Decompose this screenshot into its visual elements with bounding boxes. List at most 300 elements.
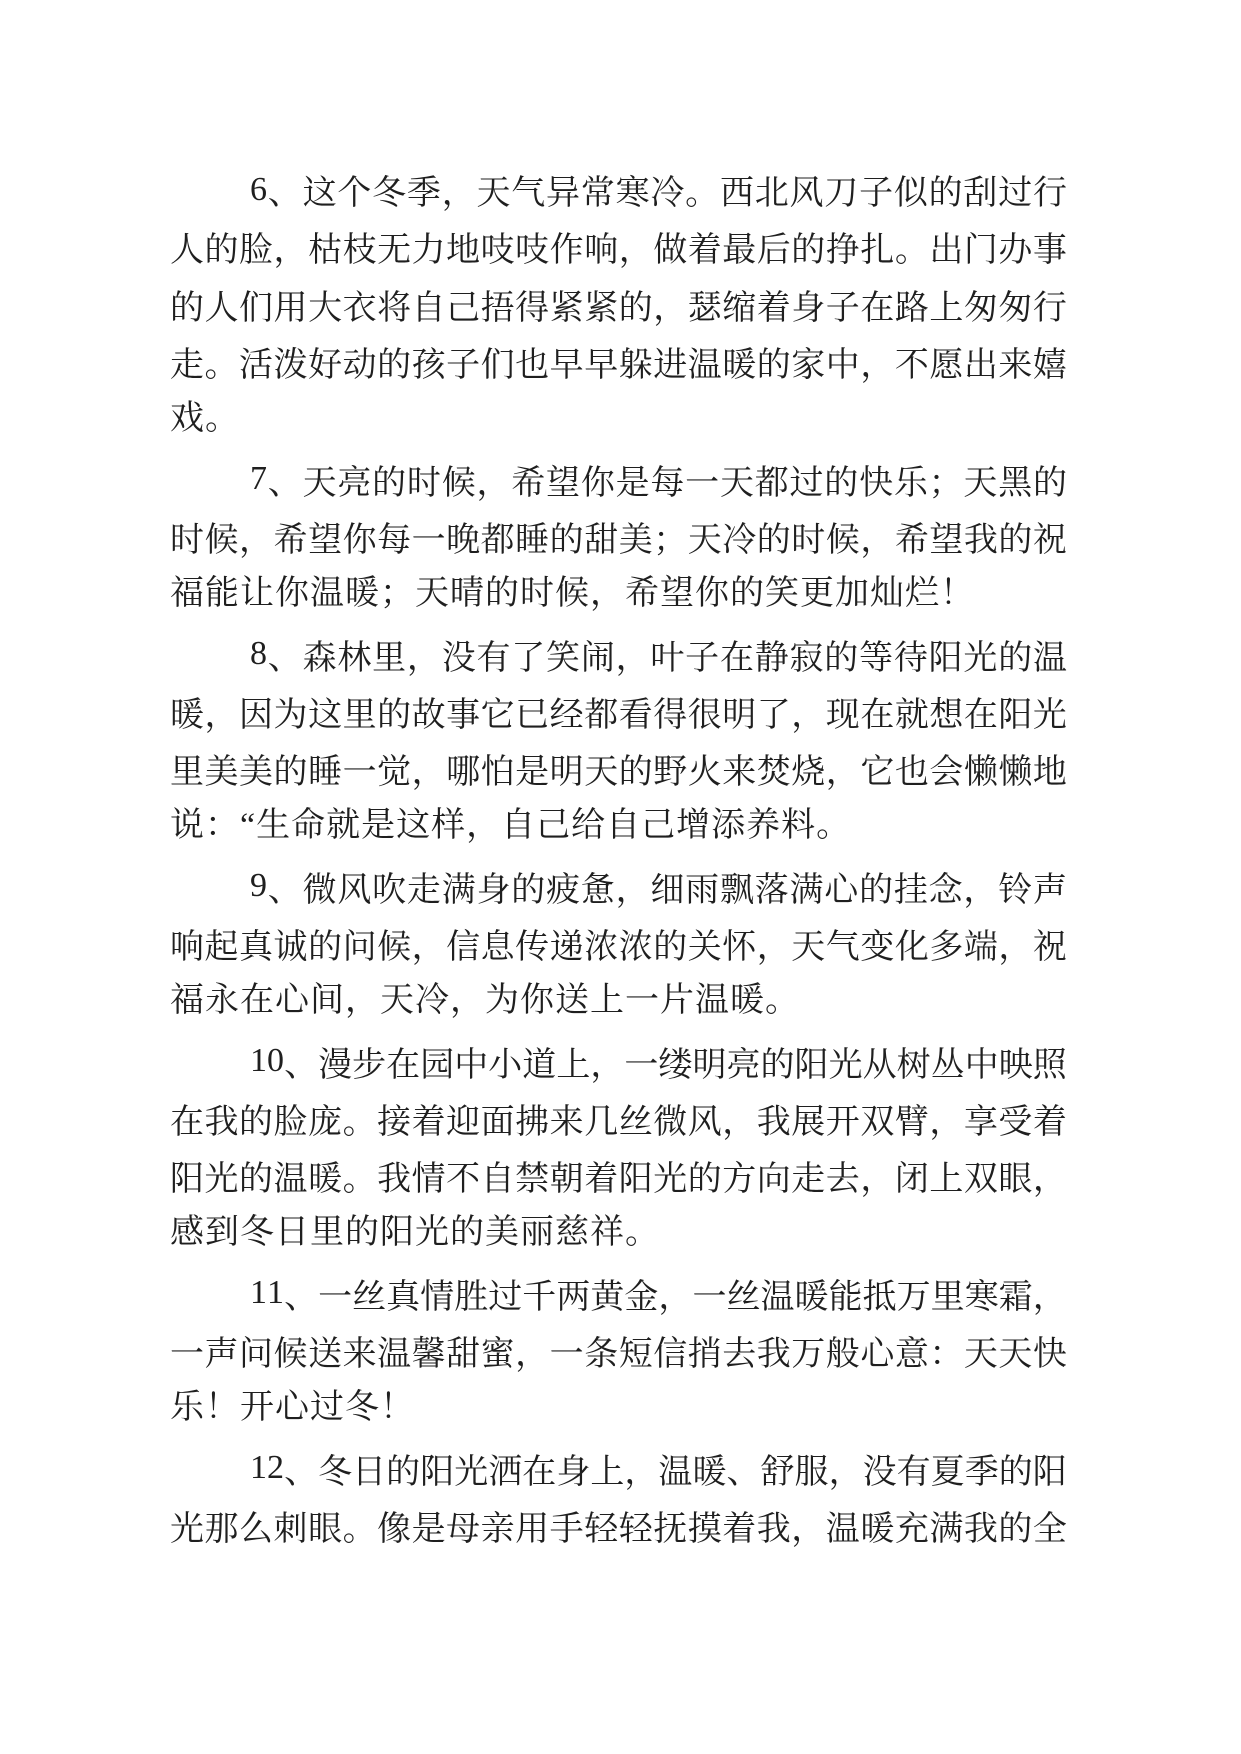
glyph: 捎 [687, 1336, 722, 1374]
glyph: 一 [549, 1336, 584, 1374]
glyph: 脸 [273, 1103, 308, 1141]
glyph: 亮 [726, 1046, 761, 1084]
glyph: 在 [860, 289, 895, 327]
glyph: 瑟 [687, 289, 722, 327]
glyph: 进 [653, 347, 688, 385]
glyph: 温 [825, 1510, 860, 1548]
glyph: 来 [722, 754, 757, 792]
text-line [170, 1090, 1067, 1147]
glyph: 因 [239, 696, 274, 734]
glyph: 挣 [825, 232, 860, 270]
glyph: 不 [894, 347, 929, 385]
glyph: 懒 [963, 754, 998, 792]
glyph: ， [791, 1510, 826, 1548]
paragraph [170, 625, 1067, 854]
glyph: 在 [386, 1046, 421, 1084]
text-line [170, 1497, 1067, 1554]
glyph: 的 [386, 1453, 421, 1491]
glyph: 怕 [480, 754, 515, 792]
glyph: 传 [515, 929, 550, 966]
glyph: 满 [441, 871, 476, 909]
glyph: 我 [756, 1336, 791, 1374]
text-line [170, 1147, 1067, 1204]
glyph: 全 [1032, 1510, 1067, 1548]
glyph: 来 [342, 1336, 377, 1374]
glyph: 看 [618, 696, 653, 734]
glyph: 、 [284, 1453, 319, 1491]
glyph: 摸 [687, 1510, 722, 1548]
glyph: 光 [454, 1453, 489, 1491]
glyph: 候 [377, 929, 412, 966]
glyph: 路 [894, 289, 929, 327]
glyph: 的 [824, 464, 859, 502]
glyph: 温 [687, 347, 722, 385]
glyph: 望 [546, 464, 581, 502]
glyph: 浓 [584, 929, 619, 966]
glyph: 过 [789, 464, 824, 502]
glyph: 异 [546, 175, 581, 213]
paragraph [170, 1265, 1067, 1437]
glyph: 照 [1032, 1046, 1067, 1084]
glyph: ： [929, 1336, 964, 1374]
glyph: 7 [250, 460, 267, 498]
glyph: 天 [791, 929, 826, 966]
glyph: 多 [929, 929, 964, 966]
glyph: 做 [653, 232, 688, 270]
glyph: 声 [1032, 871, 1067, 909]
glyph: 事 [1032, 232, 1067, 270]
glyph: 有 [476, 639, 511, 677]
glyph: 面 [480, 1103, 515, 1141]
glyph: 时 [406, 464, 441, 502]
glyph: 的 [549, 521, 584, 559]
glyph: 有 [896, 1453, 931, 1491]
glyph: 的 [618, 754, 653, 792]
glyph: ， [411, 754, 446, 792]
glyph: 递 [549, 929, 584, 966]
glyph: 抵 [862, 1278, 897, 1316]
glyph: 我 [963, 1510, 998, 1548]
glyph: 候 [441, 464, 476, 502]
text-line [170, 508, 1067, 565]
glyph: 的 [377, 696, 412, 734]
glyph: 园 [420, 1046, 455, 1084]
glyph: ， [929, 1103, 964, 1141]
glyph: 温 [1032, 639, 1067, 677]
glyph: 也 [515, 347, 550, 385]
glyph: 日 [352, 1453, 387, 1491]
glyph: 、 [284, 1278, 319, 1316]
glyph: 在 [963, 696, 998, 734]
glyph: 丝 [726, 1278, 761, 1316]
glyph: 已 [515, 696, 550, 734]
glyph: 望 [929, 521, 964, 559]
glyph: 躲 [618, 347, 653, 385]
glyph: 很 [687, 696, 722, 734]
glyph: ， [590, 1046, 625, 1084]
glyph: 季 [406, 175, 441, 213]
glyph: ， [825, 754, 860, 792]
glyph: ， [791, 696, 826, 734]
glyph: 林 [337, 639, 372, 677]
glyph: 风 [789, 175, 824, 213]
glyph: 。 [342, 1103, 377, 1141]
glyph: 行 [1032, 289, 1067, 327]
glyph: 枯 [308, 232, 343, 270]
glyph: 叶 [650, 639, 685, 677]
glyph: 的 [998, 639, 1033, 677]
glyph: 自 [480, 1161, 515, 1199]
glyph: 吹 [372, 871, 407, 909]
glyph: 两 [556, 1278, 591, 1316]
glyph: 朝 [549, 1161, 584, 1199]
glyph: ， [963, 871, 998, 909]
glyph: 泼 [273, 347, 308, 385]
glyph: 雨 [685, 871, 720, 909]
glyph: 2 [267, 1449, 285, 1487]
glyph: 用 [273, 289, 308, 327]
glyph: 的 [511, 871, 546, 909]
glyph: 门 [963, 232, 998, 270]
glyph: 现 [825, 696, 860, 734]
glyph: 天 [963, 464, 998, 502]
glyph: 等 [859, 639, 894, 677]
glyph: 微 [653, 1103, 688, 1141]
glyph: 阳 [420, 1453, 455, 1491]
glyph: 暖 [860, 1510, 895, 1548]
glyph: 子 [859, 175, 894, 213]
glyph: 眼 [308, 1510, 343, 1548]
glyph: 千 [522, 1278, 557, 1316]
glyph: 一 [692, 1278, 727, 1316]
text-line [170, 858, 1067, 915]
text-line: 乐！开心过冬！ [170, 1389, 415, 1427]
glyph: 道 [522, 1046, 557, 1084]
glyph: 在 [860, 696, 895, 734]
glyph: 暖 [692, 1453, 727, 1491]
glyph: 它 [860, 754, 895, 792]
glyph: 是 [615, 464, 650, 502]
glyph: 胜 [454, 1278, 489, 1316]
glyph: 的 [372, 464, 407, 502]
glyph: 北 [754, 175, 789, 213]
glyph: 里 [170, 754, 204, 792]
glyph: ， [653, 289, 688, 327]
glyph: 里 [342, 696, 377, 734]
glyph: 的 [653, 929, 688, 966]
glyph: 身 [556, 1453, 591, 1491]
glyph: 天 [584, 754, 619, 792]
glyph: 闭 [894, 1161, 929, 1199]
glyph: 闹 [580, 639, 615, 677]
glyph: 、 [726, 1453, 761, 1491]
glyph: 们 [239, 289, 274, 327]
glyph: 满 [789, 871, 824, 909]
glyph: 轻 [584, 1510, 619, 1548]
glyph: 声 [204, 1336, 239, 1374]
glyph: 睡 [308, 754, 343, 792]
glyph: 中 [964, 1046, 999, 1084]
glyph: 会 [929, 754, 964, 792]
glyph: 抚 [653, 1510, 688, 1548]
glyph: 作 [549, 232, 584, 270]
glyph: 望 [308, 521, 343, 559]
glyph: 天 [963, 1336, 998, 1374]
glyph: 候 [273, 1336, 308, 1374]
glyph: 去 [722, 1336, 757, 1374]
glyph: 冬 [372, 175, 407, 213]
glyph: ， [722, 1103, 757, 1141]
glyph: 意 [894, 1336, 929, 1374]
glyph: 的 [859, 871, 894, 909]
glyph: ， [860, 1161, 895, 1199]
glyph: 常 [580, 175, 615, 213]
glyph: 快 [1032, 1336, 1067, 1374]
glyph: 风 [337, 871, 372, 909]
glyph: 的 [170, 289, 204, 327]
glyph: 都 [480, 521, 515, 559]
glyph: 经 [549, 696, 584, 734]
glyph: ， [615, 871, 650, 909]
text-line [170, 218, 1067, 275]
glyph: 祝 [1032, 521, 1067, 559]
glyph: 的 [239, 1161, 274, 1199]
glyph: 铃 [998, 871, 1033, 909]
glyph: ； [653, 521, 688, 559]
glyph: 蜜 [480, 1336, 515, 1374]
glyph: 后 [756, 232, 791, 270]
glyph: 惫 [580, 871, 615, 909]
glyph: 无 [377, 232, 412, 270]
glyph: 一 [318, 1278, 353, 1316]
glyph: 舒 [760, 1453, 795, 1491]
glyph: 好 [308, 347, 343, 385]
paragraph [170, 858, 1067, 1030]
glyph: 的 [687, 1161, 722, 1199]
glyph: 怀 [722, 929, 757, 966]
glyph: 冬 [318, 1453, 353, 1491]
glyph: 人 [170, 232, 204, 270]
glyph: 候 [825, 521, 860, 559]
glyph: ， [476, 464, 511, 502]
glyph: 万 [791, 1336, 826, 1374]
glyph: 候 [204, 521, 239, 559]
glyph: 微 [302, 871, 337, 909]
glyph: 个 [337, 175, 372, 213]
glyph: 祝 [1032, 929, 1067, 966]
glyph: 方 [722, 1161, 757, 1199]
text-line [170, 740, 1067, 797]
glyph: 念 [928, 871, 963, 909]
glyph: 时 [170, 521, 204, 559]
glyph: 里 [930, 1278, 965, 1316]
glyph: 出 [963, 347, 998, 385]
glyph: ， [411, 929, 446, 966]
glyph: 子 [446, 347, 481, 385]
glyph: 缕 [658, 1046, 693, 1084]
glyph: 的 [308, 929, 343, 966]
glyph: 甜 [584, 521, 619, 559]
glyph: 开 [825, 1103, 860, 1141]
glyph: 希 [273, 521, 308, 559]
glyph: 在 [170, 1103, 204, 1141]
glyph: 手 [549, 1510, 584, 1548]
glyph: 过 [488, 1278, 523, 1316]
glyph: 为 [273, 696, 308, 734]
glyph: ， [624, 1453, 659, 1491]
glyph: ， [658, 1278, 693, 1316]
glyph: ， [756, 929, 791, 966]
glyph: 刺 [273, 1510, 308, 1548]
glyph: 我 [204, 1103, 239, 1141]
glyph: 缩 [722, 289, 757, 327]
glyph: 问 [239, 1336, 274, 1374]
glyph: 办 [998, 232, 1033, 270]
glyph: 脸 [239, 232, 274, 270]
glyph: 受 [998, 1103, 1033, 1141]
glyph: ， [998, 929, 1033, 966]
glyph: 向 [756, 1161, 791, 1199]
glyph: 馨 [411, 1336, 446, 1374]
glyph: 火 [687, 754, 722, 792]
glyph: 迎 [446, 1103, 481, 1141]
glyph: 身 [476, 871, 511, 909]
glyph: 扎 [860, 232, 895, 270]
glyph: 的 [377, 347, 412, 385]
text-line: 福永在心间，天冷，为你送上一片温暖。 [170, 982, 800, 1020]
glyph: 接 [377, 1103, 412, 1141]
glyph: 们 [480, 347, 515, 385]
glyph: 拂 [515, 1103, 550, 1141]
glyph: 丝 [352, 1278, 387, 1316]
glyph: 的 [273, 754, 308, 792]
glyph: 么 [239, 1510, 274, 1548]
glyph: 着 [584, 1161, 619, 1199]
glyph: 了 [511, 639, 546, 677]
glyph: 明 [722, 696, 757, 734]
glyph: 充 [894, 1510, 929, 1548]
glyph: 响 [584, 232, 619, 270]
glyph: 0 [267, 1042, 285, 1080]
glyph: ， [1032, 1161, 1067, 1199]
glyph: 野 [653, 754, 688, 792]
text-line [170, 1440, 1067, 1497]
glyph: 着 [411, 1103, 446, 1141]
glyph: 关 [687, 929, 722, 966]
glyph: 一 [685, 464, 720, 502]
glyph: 身 [791, 289, 826, 327]
glyph: 母 [446, 1510, 481, 1548]
glyph: 暖 [170, 696, 204, 734]
glyph: 时 [791, 521, 826, 559]
glyph: 情 [420, 1278, 455, 1316]
glyph: 像 [377, 1510, 412, 1548]
glyph: 阳 [618, 1161, 653, 1199]
glyph: 大 [308, 289, 343, 327]
glyph: 暖 [308, 1161, 343, 1199]
glyph: 、 [284, 1046, 319, 1084]
glyph: 美 [204, 754, 239, 792]
glyph: 一 [342, 754, 377, 792]
glyph: 丛 [930, 1046, 965, 1084]
glyph: 的 [998, 521, 1033, 559]
glyph: 光 [1032, 696, 1067, 734]
glyph: 。 [894, 232, 929, 270]
glyph: 都 [754, 464, 789, 502]
text-line: 福能让你温暖；天晴的时候，希望你的笑更加灿烂！ [170, 575, 975, 613]
glyph: 似 [893, 175, 928, 213]
glyph: 动 [342, 347, 377, 385]
text-line [170, 333, 1067, 390]
glyph: 变 [860, 929, 895, 966]
glyph: 着 [687, 232, 722, 270]
glyph: 双 [963, 1161, 998, 1199]
glyph: 我 [963, 521, 998, 559]
glyph: ， [615, 639, 650, 677]
glyph: 阳 [1032, 1453, 1067, 1491]
text-line [170, 915, 1067, 972]
glyph: 化 [894, 929, 929, 966]
glyph: 你 [342, 521, 377, 559]
glyph: 气 [511, 175, 546, 213]
glyph: 西 [719, 175, 754, 213]
glyph: 光 [828, 1046, 863, 1084]
glyph: 美 [239, 754, 274, 792]
text-line [170, 1032, 1067, 1089]
glyph: 的 [618, 289, 653, 327]
glyph: ， [1032, 1278, 1067, 1316]
glyph: 金 [624, 1278, 659, 1316]
glyph: 笑 [546, 639, 581, 677]
glyph: 待 [893, 639, 928, 677]
glyph: 温 [273, 1161, 308, 1199]
glyph: 温 [377, 1336, 412, 1374]
glyph: 己 [446, 289, 481, 327]
glyph: 9 [250, 867, 267, 905]
glyph: 光 [204, 1161, 239, 1199]
glyph: 、 [267, 464, 302, 502]
glyph: 阳 [928, 639, 963, 677]
glyph: 它 [480, 696, 515, 734]
glyph: 丝 [618, 1103, 653, 1141]
text-line: 戏。 [170, 400, 240, 438]
glyph: 阳 [794, 1046, 829, 1084]
glyph: 地 [1032, 754, 1067, 792]
glyph: 一 [170, 1336, 204, 1374]
glyph: 中 [825, 347, 860, 385]
glyph: 天 [687, 521, 722, 559]
glyph: 走 [791, 1161, 826, 1199]
glyph: 上 [929, 1161, 964, 1199]
glyph: 。 [342, 1161, 377, 1199]
glyph: 事 [446, 696, 481, 734]
glyph: 1 [250, 1274, 267, 1312]
glyph: 子 [825, 289, 860, 327]
glyph: 森 [302, 639, 337, 677]
glyph: 气 [825, 929, 860, 966]
glyph: 过 [998, 175, 1033, 213]
glyph: 这 [302, 175, 337, 213]
glyph: 在 [522, 1453, 557, 1491]
glyph: 美 [618, 521, 653, 559]
glyph: 小 [488, 1046, 523, 1084]
glyph: 用 [515, 1510, 550, 1548]
glyph: 的 [998, 1453, 1033, 1491]
glyph: 送 [308, 1336, 343, 1374]
glyph: 暖 [722, 347, 757, 385]
glyph: 暖 [794, 1278, 829, 1316]
glyph: 晚 [446, 521, 481, 559]
